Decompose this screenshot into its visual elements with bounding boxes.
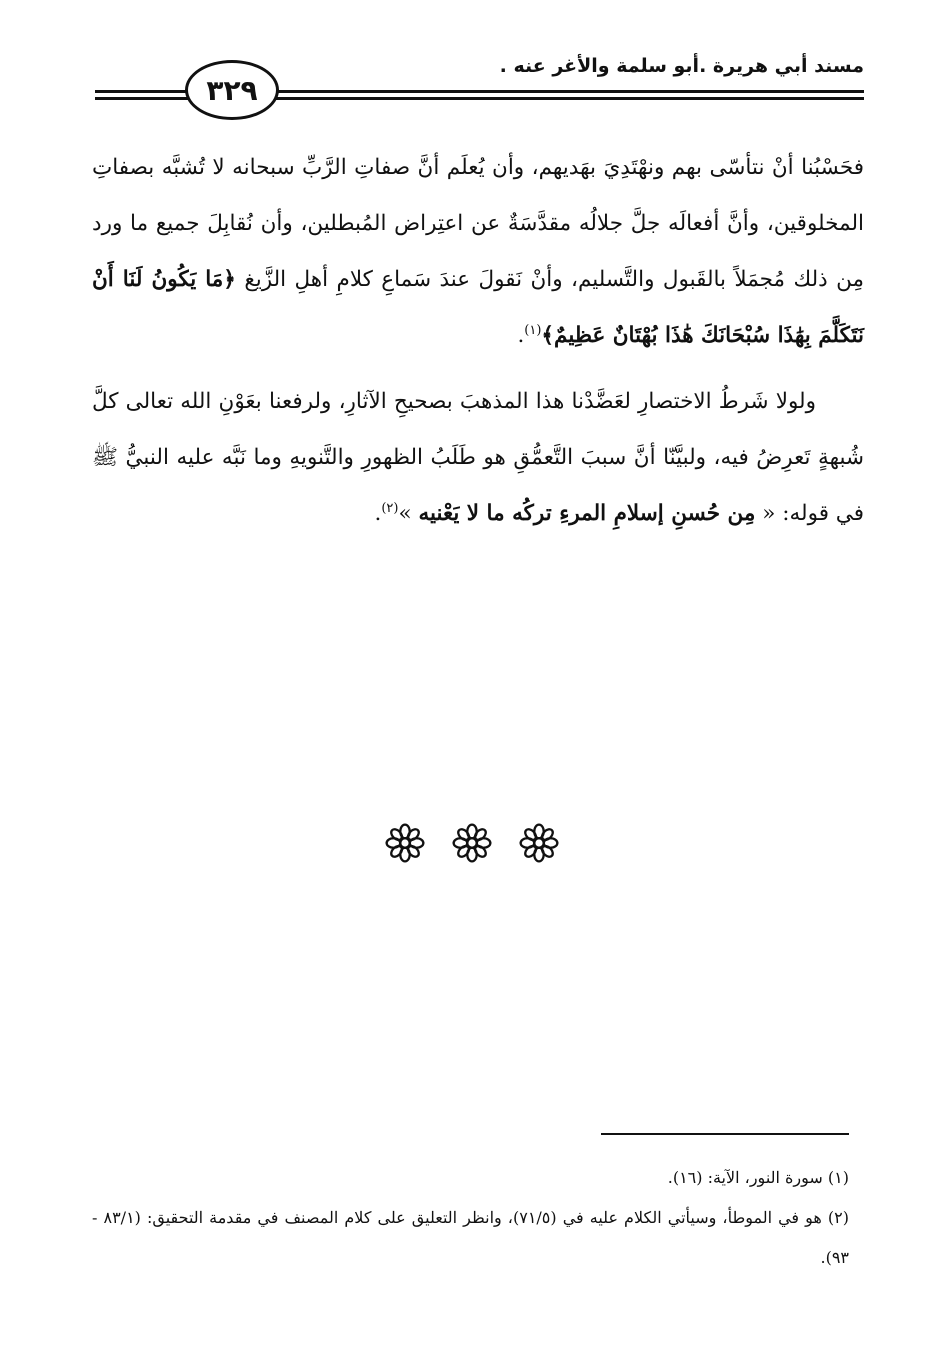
footnote-ref-2[interactable]: (٢) [381,500,399,516]
footnote-1: (١) سورة النور، الآية: (١٦). [667,1168,849,1187]
footnote-2: (٢) هو في الموطأ، وسيأتي الكلام عليه في (٧١/٥)، وانظر التعليق على كلام المصنف في مقدمة التحقيق: (٨٣/١ - ٩٣). [92,1208,850,1267]
paragraph-2 [92,374,864,542]
paragraph-1-end: . [517,323,525,348]
header-title: مسند أبي هريرة .أبو سلمة والأغر عنه . [499,55,864,77]
paragraph-1 [92,140,864,364]
page-number-badge [185,60,279,120]
page-number: ٣٢٩ [206,73,258,107]
running-header [95,45,864,135]
flower-ornament-icon [384,822,426,864]
section-ornament [0,822,944,864]
paragraph-1-text: فحَسْبُنا أنْ نتأسّى بهم ونهْتَدِيَ بهَديهم، وأن يُعلَم أنَّ صفاتِ الرَّبِّ سبحانه لا تُشبَّه بصفاتِ المخلوقين، وأنَّ أفعالَه جلَّ جلالُه مقدَّسَةٌ عن اعتِراض المُبطلين، وأن نُقابِلَ جميع ما ورد مِن ذلك مُجمَلاً بالقَبول والتَّسليم، وأنْ نَقولَ عندَ سَماعِ كلامِ أهلِ الزَّيغ [92,155,864,292]
quran-quote: ﴿مَا يَكُونُ لَنَا أَنْ نَتَكَلَّمَ بِهَٰذَا سُبْحَانَكَ هَٰذَا بُهْتَانٌ عَظِيمٌ﴾ [92,267,864,348]
footnote-separator [601,1133,849,1135]
paragraph-2-text: ولولا شَرطُ الاختصارِ لعَضَّدْنا هذا المذهبَ بصحيحِ الآثارِ، ولرفعنا بعَوْنِ الله تعالى كلَّ شُبهةٍ تَعرِضُ فيه، ولبيَّنّا أنَّ سببَ التَّعمُّقِ هو طَلَبُ الظهورِ والتَّنويهِ وما نَبَّه عليه النبيُّ ﷺ في قوله: « [92,389,864,526]
flower-ornament-icon [451,822,493,864]
flower-ornament-icon [518,822,560,864]
hadith-quote: مِن حُسنِ إسلامِ المرءِ تركُه ما لا يَعْنيه [418,501,756,526]
paragraph-2-end: . [374,501,382,526]
paragraph-2-quote-close: » [398,501,419,526]
footnote-ref-1[interactable]: (١) [524,322,542,338]
main-text [92,140,864,542]
footnotes [92,1158,849,1278]
